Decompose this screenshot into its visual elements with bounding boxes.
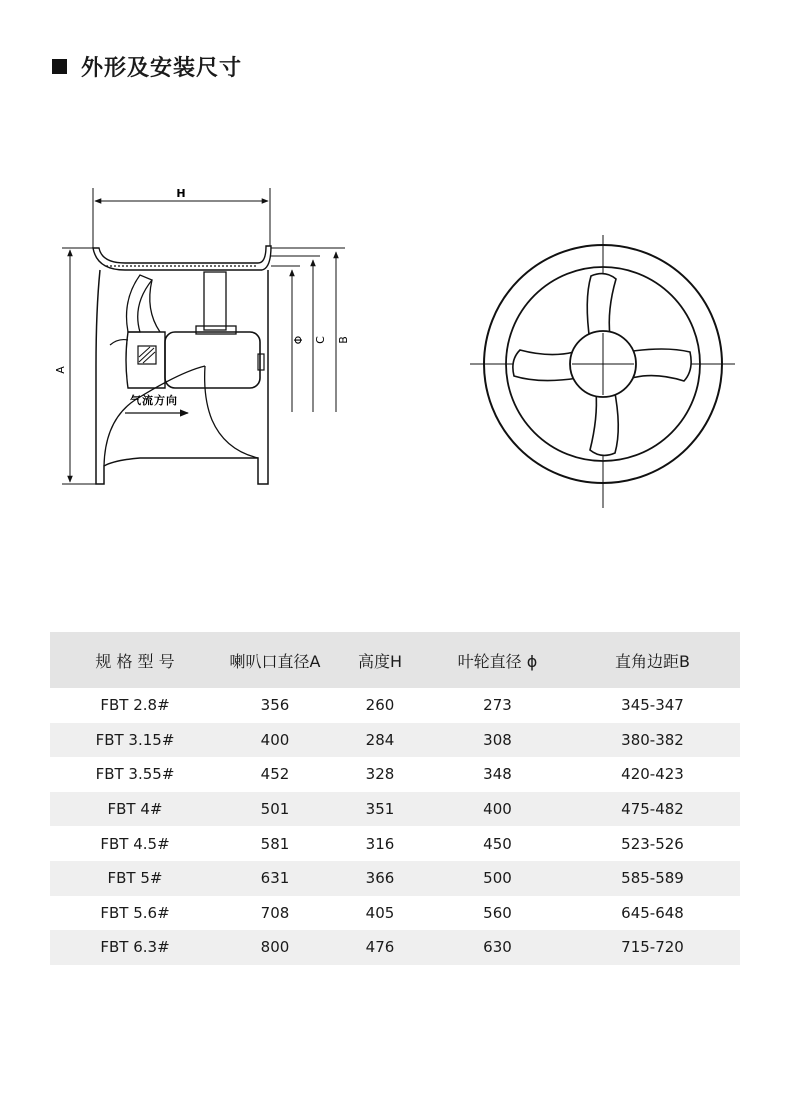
cell-edge-distance-b: 345-347	[621, 696, 684, 715]
cell-impeller-diameter: 630	[430, 930, 565, 965]
cell-impeller-diameter: 348	[483, 765, 512, 784]
cell-height-h: 366	[330, 861, 430, 896]
cell-diameter-a: 356	[260, 696, 290, 715]
cell-diameter-a: 708	[260, 903, 290, 922]
cell-model: FBT 5#	[50, 861, 220, 896]
cell-edge-distance-b: 523-526	[621, 834, 684, 853]
cell-model: FBT 4.5#	[100, 834, 170, 853]
cell-height-h: 316	[365, 834, 395, 853]
header-diameter-a: 喇叭口直径A	[220, 632, 330, 688]
heading-text: 外形及安装尺寸	[81, 55, 243, 81]
cell-model: FBT 6.3#	[50, 930, 220, 965]
cell-model: FBT 3.55#	[95, 765, 175, 784]
cell-impeller-diameter: 400	[430, 792, 565, 827]
cell-edge-distance-b: 380-382	[565, 723, 740, 758]
cell-impeller-diameter: 308	[430, 723, 565, 758]
label-phi: Φ	[292, 335, 305, 345]
fan-front-view	[470, 235, 735, 508]
cell-diameter-a: 800	[220, 930, 330, 965]
cell-impeller-diameter: 500	[430, 861, 565, 896]
table-row	[50, 757, 740, 792]
table-row	[50, 826, 740, 861]
cell-height-h: 476	[330, 930, 430, 965]
cell-edge-distance-b: 645-648	[621, 903, 684, 922]
cell-height-h: 328	[365, 765, 395, 784]
header-height-h: 高度H	[330, 632, 430, 688]
header-model: 规 格 型 号	[50, 632, 220, 688]
cell-edge-distance-b: 420-423	[621, 765, 684, 784]
table-row	[50, 723, 740, 758]
label-a: A	[54, 366, 67, 374]
table-row	[50, 930, 740, 965]
cell-height-h: 260	[365, 696, 395, 715]
cell-edge-distance-b: 585-589	[565, 861, 740, 896]
header-edge-distance-b: 直角边距B	[565, 632, 740, 688]
cell-impeller-diameter: 273	[483, 696, 512, 715]
cell-edge-distance-b: 475-482	[565, 792, 740, 827]
table-header-row	[50, 632, 740, 688]
cell-impeller-diameter: 450	[483, 834, 512, 853]
cell-diameter-a: 631	[220, 861, 330, 896]
cell-diameter-a: 400	[220, 723, 330, 758]
cell-model: FBT 3.15#	[50, 723, 220, 758]
cell-impeller-diameter: 560	[483, 903, 512, 922]
table-row	[50, 792, 740, 827]
cell-diameter-a: 501	[220, 792, 330, 827]
cell-diameter-a: 581	[260, 834, 290, 853]
label-h: H	[176, 187, 186, 200]
table-row	[50, 861, 740, 896]
cell-height-h: 351	[330, 792, 430, 827]
cell-model: FBT 2.8#	[100, 696, 170, 715]
cell-height-h: 405	[365, 903, 395, 922]
airflow-label: 气流方向	[130, 394, 178, 407]
table-row	[50, 688, 740, 723]
table-row	[50, 896, 740, 931]
label-c: C	[314, 336, 327, 344]
cell-model: FBT 5.6#	[100, 903, 170, 922]
header-impeller-diameter: 叶轮直径 ϕ	[430, 632, 565, 688]
cell-height-h: 284	[330, 723, 430, 758]
spec-table	[50, 632, 740, 965]
cell-model: FBT 4#	[50, 792, 220, 827]
cell-diameter-a: 452	[260, 765, 290, 784]
cell-edge-distance-b: 715-720	[565, 930, 740, 965]
label-b: B	[337, 336, 350, 344]
